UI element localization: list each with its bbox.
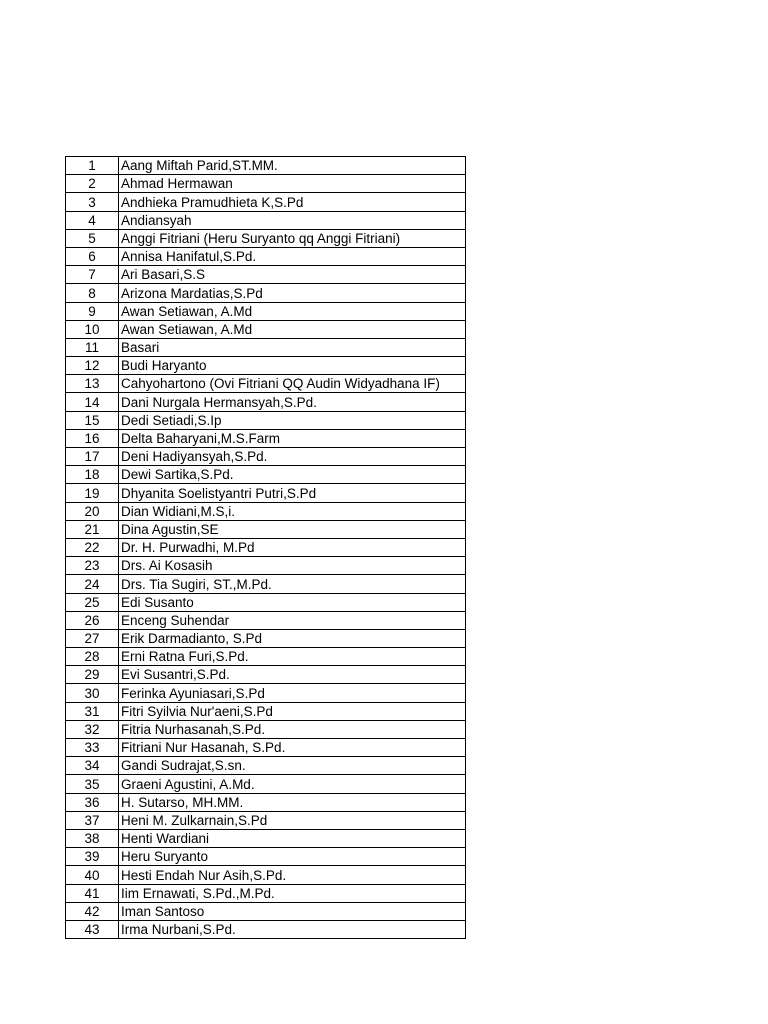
row-number-cell[interactable]: 31 [66, 702, 119, 720]
table-row [66, 848, 466, 866]
person-name-cell[interactable]: Ahmad Hermawan [119, 175, 466, 193]
name-list-body [66, 157, 466, 939]
table-row [66, 884, 466, 902]
row-number-cell[interactable]: 30 [66, 684, 119, 702]
person-name-cell[interactable]: Iim Ernawati, S.Pd.,M.Pd. [119, 884, 466, 902]
row-number-cell[interactable]: 36 [66, 793, 119, 811]
table-row [66, 320, 466, 338]
table-row [66, 775, 466, 793]
table-row [66, 175, 466, 193]
row-number-cell[interactable]: 15 [66, 411, 119, 429]
row-number-cell[interactable]: 7 [66, 266, 119, 284]
row-number-cell[interactable]: 19 [66, 484, 119, 502]
table-row [66, 375, 466, 393]
row-number-cell[interactable]: 33 [66, 739, 119, 757]
person-name-cell[interactable]: Enceng Suhendar [119, 611, 466, 629]
person-name-cell[interactable]: Heru Suryanto [119, 848, 466, 866]
table-row [66, 357, 466, 375]
row-number-cell[interactable]: 21 [66, 520, 119, 538]
table-row [66, 338, 466, 356]
person-name-cell[interactable]: Fitri Syilvia Nur'aeni,S.Pd [119, 702, 466, 720]
person-name-cell[interactable]: Dhyanita Soelistyantri Putri,S.Pd [119, 484, 466, 502]
person-name-cell[interactable]: Henti Wardiani [119, 829, 466, 847]
row-number-cell[interactable]: 27 [66, 629, 119, 647]
row-number-cell[interactable]: 16 [66, 429, 119, 447]
person-name-cell[interactable]: Fitria Nurhasanah,S.Pd. [119, 720, 466, 738]
row-number-cell[interactable]: 12 [66, 357, 119, 375]
table-row [66, 538, 466, 556]
table-row [66, 629, 466, 647]
row-number-cell[interactable]: 35 [66, 775, 119, 793]
row-number-cell[interactable]: 13 [66, 375, 119, 393]
person-name-cell[interactable]: Evi Susantri,S.Pd. [119, 666, 466, 684]
row-number-cell[interactable]: 6 [66, 247, 119, 265]
table-row [66, 811, 466, 829]
table-row [66, 284, 466, 302]
row-number-cell[interactable]: 14 [66, 393, 119, 411]
table-row [66, 739, 466, 757]
table-row [66, 557, 466, 575]
person-name-cell[interactable]: Ari Basari,S.S [119, 266, 466, 284]
table-row [66, 302, 466, 320]
person-name-cell[interactable]: Dian Widiani,M.S,i. [119, 502, 466, 520]
table-row [66, 593, 466, 611]
row-number-cell[interactable]: 28 [66, 648, 119, 666]
table-row [66, 866, 466, 884]
name-list-table [65, 156, 466, 939]
person-name-cell[interactable]: Annisa Hanifatul,S.Pd. [119, 247, 466, 265]
row-number-cell[interactable]: 8 [66, 284, 119, 302]
table-row [66, 575, 466, 593]
person-name-cell[interactable]: Erik Darmadianto, S.Pd [119, 629, 466, 647]
row-number-cell[interactable]: 20 [66, 502, 119, 520]
table-row [66, 193, 466, 211]
person-name-cell[interactable]: Deni Hadiyansyah,S.Pd. [119, 448, 466, 466]
row-number-cell[interactable]: 37 [66, 811, 119, 829]
row-number-cell[interactable]: 4 [66, 211, 119, 229]
person-name-cell[interactable]: Hesti Endah Nur Asih,S.Pd. [119, 866, 466, 884]
person-name-cell[interactable]: Fitriani Nur Hasanah, S.Pd. [119, 739, 466, 757]
table-row [66, 666, 466, 684]
person-name-cell[interactable]: Dani Nurgala Hermansyah,S.Pd. [119, 393, 466, 411]
table-row [66, 702, 466, 720]
person-name-cell[interactable]: Dewi Sartika,S.Pd. [119, 466, 466, 484]
row-number-cell[interactable]: 26 [66, 611, 119, 629]
person-name-cell[interactable]: Graeni Agustini, A.Md. [119, 775, 466, 793]
person-name-cell[interactable]: Ferinka Ayuniasari,S.Pd [119, 684, 466, 702]
table-row [66, 902, 466, 920]
row-number-cell[interactable]: 24 [66, 575, 119, 593]
person-name-cell[interactable]: Drs. Tia Sugiri, ST.,M.Pd. [119, 575, 466, 593]
table-row [66, 648, 466, 666]
row-number-cell[interactable]: 25 [66, 593, 119, 611]
person-name-cell[interactable]: Awan Setiawan, A.Md [119, 320, 466, 338]
table-row [66, 266, 466, 284]
row-number-cell[interactable]: 38 [66, 829, 119, 847]
person-name-cell[interactable]: H. Sutarso, MH.MM. [119, 793, 466, 811]
row-number-cell[interactable]: 23 [66, 557, 119, 575]
table-row [66, 466, 466, 484]
person-name-cell[interactable]: Arizona Mardatias,S.Pd [119, 284, 466, 302]
person-name-cell[interactable]: Edi Susanto [119, 593, 466, 611]
person-name-cell[interactable]: Dina Agustin,SE [119, 520, 466, 538]
person-name-cell[interactable]: Gandi Sudrajat,S.sn. [119, 757, 466, 775]
person-name-cell[interactable]: Erni Ratna Furi,S.Pd. [119, 648, 466, 666]
table-row [66, 448, 466, 466]
table-row [66, 920, 466, 938]
table-row [66, 684, 466, 702]
row-number-cell[interactable]: 32 [66, 720, 119, 738]
table-row [66, 757, 466, 775]
row-number-cell[interactable]: 9 [66, 302, 119, 320]
table-row [66, 829, 466, 847]
table-row [66, 429, 466, 447]
person-name-cell[interactable]: Delta Baharyani,M.S.Farm [119, 429, 466, 447]
person-name-cell[interactable]: Aang Miftah Parid,ST.MM. [119, 157, 466, 175]
table-row [66, 157, 466, 175]
row-number-cell[interactable]: 41 [66, 884, 119, 902]
table-row [66, 393, 466, 411]
row-number-cell[interactable]: 5 [66, 229, 119, 247]
table-row [66, 793, 466, 811]
row-number-cell[interactable]: 40 [66, 866, 119, 884]
row-number-cell[interactable]: 18 [66, 466, 119, 484]
table-row [66, 611, 466, 629]
person-name-cell[interactable]: Drs. Ai Kosasih [119, 557, 466, 575]
row-number-cell[interactable]: 17 [66, 448, 119, 466]
table-row [66, 411, 466, 429]
table-row [66, 229, 466, 247]
table-row [66, 211, 466, 229]
person-name-cell[interactable]: Dr. H. Purwadhi, M.Pd [119, 538, 466, 556]
row-number-cell[interactable]: 10 [66, 320, 119, 338]
person-name-cell[interactable]: Heni M. Zulkarnain,S.Pd [119, 811, 466, 829]
person-name-cell[interactable]: Anggi Fitriani (Heru Suryanto qq Anggi Fitriani) [119, 229, 466, 247]
person-name-cell[interactable]: Cahyohartono (Ovi Fitriani QQ Audin Widyadhana IF) [119, 375, 466, 393]
person-name-cell[interactable]: Andiansyah [119, 211, 466, 229]
row-number-cell[interactable]: 2 [66, 175, 119, 193]
row-number-cell[interactable]: 29 [66, 666, 119, 684]
table-row [66, 484, 466, 502]
table-row [66, 720, 466, 738]
person-name-cell[interactable]: Awan Setiawan, A.Md [119, 302, 466, 320]
person-name-cell[interactable]: Andhieka Pramudhieta K,S.Pd [119, 193, 466, 211]
row-number-cell[interactable]: 3 [66, 193, 119, 211]
table-row [66, 520, 466, 538]
person-name-cell[interactable]: Iman Santoso [119, 902, 466, 920]
row-number-cell[interactable]: 1 [66, 157, 119, 175]
row-number-cell[interactable]: 39 [66, 848, 119, 866]
row-number-cell[interactable]: 34 [66, 757, 119, 775]
person-name-cell[interactable]: Dedi Setiadi,S.Ip [119, 411, 466, 429]
table-row [66, 502, 466, 520]
person-name-cell[interactable]: Basari [119, 338, 466, 356]
person-name-cell[interactable]: Irma Nurbani,S.Pd. [119, 920, 466, 938]
row-number-cell[interactable]: 11 [66, 338, 119, 356]
row-number-cell[interactable]: 22 [66, 538, 119, 556]
row-number-cell[interactable]: 43 [66, 920, 119, 938]
row-number-cell[interactable]: 42 [66, 902, 119, 920]
person-name-cell[interactable]: Budi Haryanto [119, 357, 466, 375]
table-row [66, 247, 466, 265]
